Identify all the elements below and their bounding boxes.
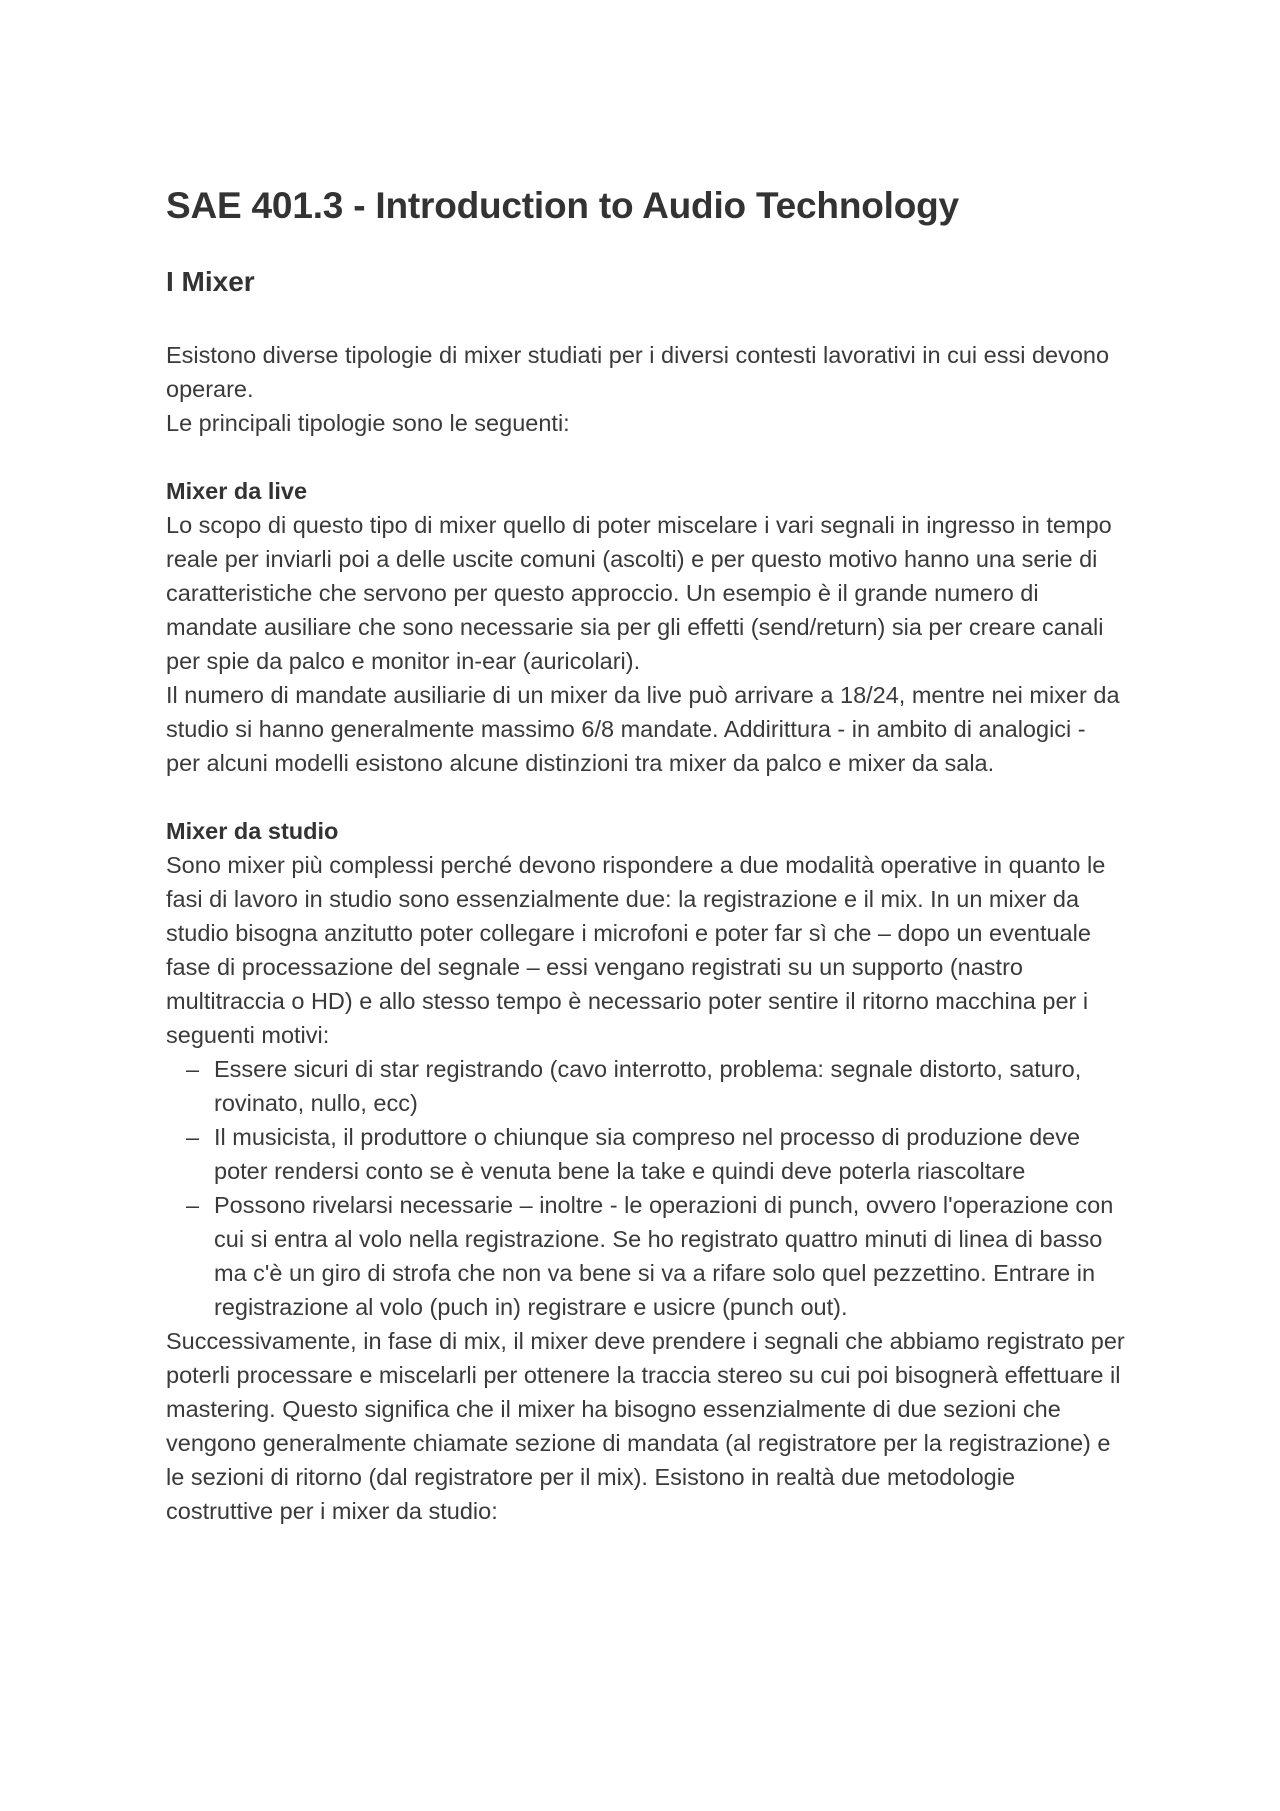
list-item-text: Possono rivelarsi necessarie – inoltre - le operazioni di punch, ovvero l'operazione con cui si entra al volo nella registrazione. Se ho registrato quattro minuti di linea di basso ma c'è un giro di strofa che non va bene si va a rifare solo quel pezzettino. Entrare in registrazione al volo (puch in) registrare e usicre (punch out). [214,1192,1114,1320]
reasons-list [166,1052,1126,1324]
spacer [166,780,1126,814]
studio-mixer-closing-paragraph: Successivamente, in fase di mix, il mixer deve prendere i segnali che abbiamo registrato per poterli processare e miscelarli per ottenere la traccia stereo su cui poi bisognerà effettuare il mastering. Questo significa che il mixer ha bisogno essenzialmente di due sezioni che vengono generalmente chiamate sezione di mandata (al registratore per la registrazione) e le sezioni di ritorno (dal registratore per il mix). Esistono in realtà due metodologie costruttive per i mixer da studio: [166,1328,1125,1524]
list-item-text: Il musicista, il produttore o chiunque sia compreso nel processo di produzione deve poter rendersi conto se è venuta bene la take e quindi deve poterla riascoltare [214,1124,1081,1184]
section-title: I Mixer [166,266,255,297]
intro-paragraph-2: Le principali tipologie sono le seguenti: [166,410,570,436]
dash-bullet: – [186,1056,200,1082]
studio-mixer-heading: Mixer da studio [166,818,339,844]
list-item-text: Essere sicuri di star registrando (cavo interrotto, problema: segnale distorto, saturo, rovinato, nullo, ecc) [214,1056,1082,1116]
live-mixer-paragraph-1: Lo scopo di questo tipo di mixer quello di poter miscelare i vari segnali in ingresso in tempo reale per inviarli poi a delle uscite comuni (ascolti) e per questo motivo hanno una serie di caratteristiche che servono per questo approccio. Un esempio è il grande numero di mandate ausiliare che sono necessarie sia per gli effetti (send/return) sia per creare canali per spie da palco e monitor in-ear (auricolari). [166,512,1112,674]
document-title: SAE 401.3 - Introduction to Audio Technology [166,185,959,226]
list-item [166,1052,1126,1120]
live-mixer-paragraph-2: Il numero di mandate ausiliarie di un mixer da live può arrivare a 18/24, mentre nei mixer da studio si hanno generalmente massimo 6/8 mandate. Addirittura - in ambito di analogici - per alcuni modelli esistono alcune distinzioni tra mixer da palco e mixer da sala. [166,682,1120,776]
list-item [166,1188,1126,1324]
document-page [166,182,1126,1528]
dash-bullet: – [186,1124,200,1150]
spacer [166,440,1126,474]
dash-bullet: – [186,1192,200,1218]
studio-mixer-paragraph: Sono mixer più complessi perché devono rispondere a due modalità operative in quanto le fasi di lavoro in studio sono essenzialmente due: la registrazione e il mix. In un mixer da studio bisogna anzitutto poter collegare i microfoni e poter far sì che – dopo un eventuale fase di processazione del segnale – essi vengano registrati su un supporto (nastro multitraccia o HD) e allo stesso tempo è necessario poter sentire il ritorno macchina per i seguenti motivi: [166,852,1106,1048]
live-mixer-heading: Mixer da live [166,478,308,504]
list-item [166,1120,1126,1188]
intro-paragraph-1: Esistono diverse tipologie di mixer studiati per i diversi contesti lavorativi in cui essi devono operare. [166,342,1110,402]
